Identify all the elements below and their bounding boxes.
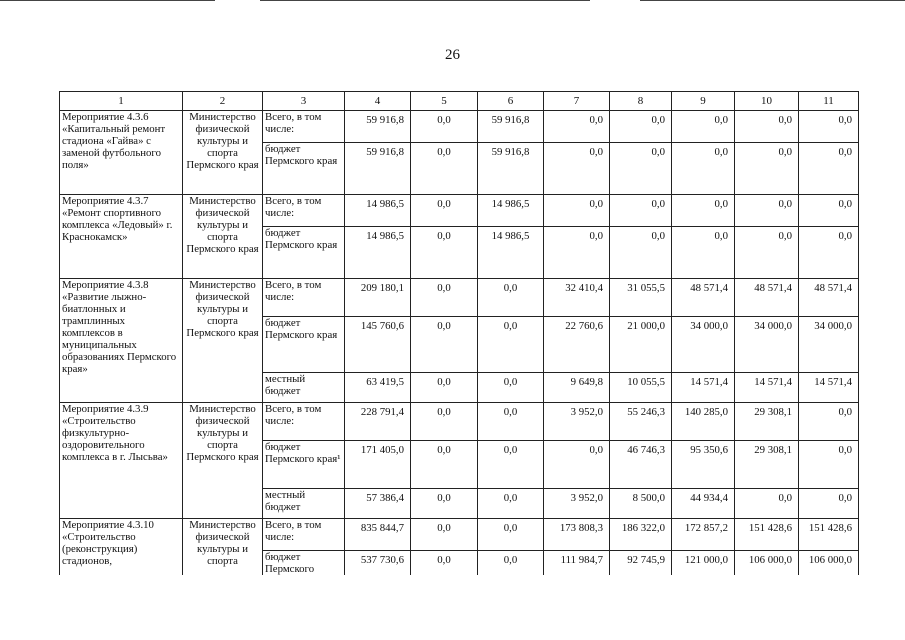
amount-cell: 48 571,4 [672,279,735,317]
amount-cell: 32 410,4 [544,279,610,317]
amount-cell: 59 916,8 [478,143,544,195]
amount-cell: 0,0 [610,195,672,227]
column-header: 10 [735,92,799,111]
amount-cell: 0,0 [610,143,672,195]
amount-cell: 3 952,0 [544,489,610,519]
amount-cell: 537 730,6 [345,551,411,576]
amount-cell: 10 055,5 [610,373,672,403]
amount-cell: 0,0 [672,143,735,195]
amount-cell: 0,0 [735,195,799,227]
amount-cell: 121 000,0 [672,551,735,576]
amount-cell: 0,0 [735,489,799,519]
amount-cell: 0,0 [411,489,478,519]
budget-table [59,91,859,575]
amount-cell: 55 246,3 [610,403,672,441]
funding-source: бюджет Пермского края [263,143,345,195]
header-row [60,92,859,111]
funding-source: Всего, в том числе: [263,111,345,143]
amount-cell: 14 571,4 [735,373,799,403]
amount-cell: 186 322,0 [610,519,672,551]
amount-cell: 0,0 [610,111,672,143]
top-border-line [0,0,215,1]
funding-source: Всего, в том числе: [263,403,345,441]
amount-cell: 0,0 [411,373,478,403]
amount-cell: 0,0 [610,227,672,279]
amount-cell: 34 000,0 [799,317,859,373]
amount-cell: 0,0 [411,403,478,441]
column-header: 1 [60,92,183,111]
amount-cell: 171 405,0 [345,441,411,489]
amount-cell: 151 428,6 [799,519,859,551]
amount-cell: 0,0 [544,143,610,195]
amount-cell: 63 419,5 [345,373,411,403]
measure-name: Мероприятие 4.3.7 «Ремонт спортивного комплекса «Ледовый» г. Краснокамск» [60,195,183,279]
amount-cell: 0,0 [799,403,859,441]
measure-name: Мероприятие 4.3.10 «Строительство (реконструкция) стадионов, [60,519,183,576]
amount-cell: 0,0 [478,373,544,403]
funding-source: местный бюджет [263,489,345,519]
amount-cell: 0,0 [411,441,478,489]
amount-cell: 0,0 [478,279,544,317]
amount-cell: 48 571,4 [799,279,859,317]
amount-cell: 0,0 [799,195,859,227]
amount-cell: 0,0 [411,279,478,317]
amount-cell: 59 916,8 [478,111,544,143]
amount-cell: 0,0 [478,317,544,373]
responsible-ministry: Министерство физической культуры и спорта Пермского края [183,279,263,403]
amount-cell: 22 760,6 [544,317,610,373]
funding-source: местный бюджет [263,373,345,403]
amount-cell: 0,0 [799,489,859,519]
amount-cell: 151 428,6 [735,519,799,551]
amount-cell: 34 000,0 [735,317,799,373]
responsible-ministry: Министерство физической культуры и спорта Пермского края [183,403,263,519]
amount-cell: 0,0 [411,551,478,576]
amount-cell: 14 571,4 [672,373,735,403]
table-row [60,519,859,551]
amount-cell: 0,0 [411,195,478,227]
amount-cell: 140 285,0 [672,403,735,441]
amount-cell: 59 916,8 [345,143,411,195]
column-header: 7 [544,92,610,111]
amount-cell: 228 791,4 [345,403,411,441]
amount-cell: 59 916,8 [345,111,411,143]
amount-cell: 0,0 [411,227,478,279]
amount-cell: 173 808,3 [544,519,610,551]
amount-cell: 111 984,7 [544,551,610,576]
table-row [60,279,859,317]
amount-cell: 21 000,0 [610,317,672,373]
top-border-line [640,0,905,1]
amount-cell: 145 760,6 [345,317,411,373]
amount-cell: 835 844,7 [345,519,411,551]
column-header: 6 [478,92,544,111]
amount-cell: 0,0 [799,111,859,143]
amount-cell: 0,0 [544,227,610,279]
amount-cell: 34 000,0 [672,317,735,373]
funding-source: Всего, в том числе: [263,195,345,227]
amount-cell: 3 952,0 [544,403,610,441]
amount-cell: 0,0 [672,227,735,279]
amount-cell: 106 000,0 [735,551,799,576]
measure-name: Мероприятие 4.3.8 «Развитие лыжно-биатлонных и трамплинных комплексов в муниципальных образованиях Пермского края» [60,279,183,403]
amount-cell: 9 649,8 [544,373,610,403]
table-row [60,195,859,227]
column-header: 3 [263,92,345,111]
amount-cell: 0,0 [735,111,799,143]
page-number: 26 [445,47,460,63]
funding-source: бюджет Пермского [263,551,345,576]
funding-source: бюджет Пермского края¹ [263,441,345,489]
amount-cell: 0,0 [799,441,859,489]
amount-cell: 0,0 [799,227,859,279]
responsible-ministry: Министерство физической культуры и спорта Пермского края [183,111,263,195]
amount-cell: 44 934,4 [672,489,735,519]
table-row [60,403,859,441]
column-header: 2 [183,92,263,111]
amount-cell: 0,0 [478,551,544,576]
amount-cell: 0,0 [478,519,544,551]
amount-cell: 29 308,1 [735,403,799,441]
amount-cell: 0,0 [735,227,799,279]
amount-cell: 46 746,3 [610,441,672,489]
amount-cell: 172 857,2 [672,519,735,551]
column-header: 4 [345,92,411,111]
table-body [60,111,859,576]
column-header: 9 [672,92,735,111]
amount-cell: 0,0 [799,143,859,195]
funding-source: бюджет Пермского края [263,317,345,373]
measure-name: Мероприятие 4.3.6 «Капитальный ремонт стадиона «Гайва» с заменой футбольного поля» [60,111,183,195]
amount-cell: 0,0 [478,403,544,441]
amount-cell: 0,0 [544,195,610,227]
amount-cell: 14 986,5 [345,195,411,227]
amount-cell: 8 500,0 [610,489,672,519]
amount-cell: 0,0 [411,519,478,551]
column-header: 8 [610,92,672,111]
amount-cell: 0,0 [544,441,610,489]
table-row [60,111,859,143]
amount-cell: 92 745,9 [610,551,672,576]
amount-cell: 0,0 [478,441,544,489]
amount-cell: 95 350,6 [672,441,735,489]
amount-cell: 14 571,4 [799,373,859,403]
amount-cell: 29 308,1 [735,441,799,489]
funding-source: Всего, в том числе: [263,279,345,317]
amount-cell: 14 986,5 [478,227,544,279]
amount-cell: 14 986,5 [345,227,411,279]
funding-source: бюджет Пермского края [263,227,345,279]
amount-cell: 0,0 [411,317,478,373]
funding-source: Всего, в том числе: [263,519,345,551]
responsible-ministry: Министерство физической культуры и спорта [183,519,263,576]
column-header: 5 [411,92,478,111]
amount-cell: 31 055,5 [610,279,672,317]
amount-cell: 0,0 [411,111,478,143]
amount-cell: 14 986,5 [478,195,544,227]
amount-cell: 0,0 [411,143,478,195]
amount-cell: 0,0 [478,489,544,519]
top-border-line [260,0,590,1]
measure-name: Мероприятие 4.3.9 «Строительство физкультурно-оздоровительного комплекса в г. Лысьва» [60,403,183,519]
amount-cell: 48 571,4 [735,279,799,317]
amount-cell: 0,0 [672,111,735,143]
amount-cell: 0,0 [544,111,610,143]
amount-cell: 57 386,4 [345,489,411,519]
amount-cell: 209 180,1 [345,279,411,317]
amount-cell: 0,0 [672,195,735,227]
amount-cell: 106 000,0 [799,551,859,576]
column-header: 11 [799,92,859,111]
amount-cell: 0,0 [735,143,799,195]
responsible-ministry: Министерство физической культуры и спорта Пермского края [183,195,263,279]
